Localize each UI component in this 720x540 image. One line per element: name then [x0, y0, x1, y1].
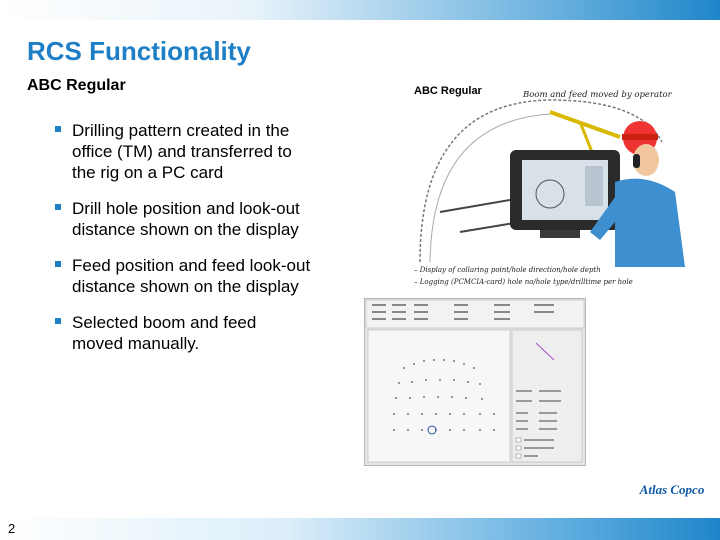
bullet-item	[52, 120, 312, 183]
bullet-item	[52, 255, 312, 297]
footer-gradient-bar	[0, 518, 720, 540]
bullet-text: Drilling pattern created in the office (TM) and transferred to the rig on a PC card	[72, 121, 292, 182]
bullet-item	[52, 198, 312, 240]
atlas-copco-logo	[633, 474, 711, 504]
slide-subtitle: ABC Regular	[27, 77, 126, 94]
bullet-item	[52, 312, 312, 354]
header-gradient-bar	[0, 0, 720, 20]
slide-title: RCS Functionality	[27, 36, 251, 66]
rig-display-screenshot	[364, 298, 586, 466]
bullet-text: Feed position and feed look-out distance shown on the display	[72, 256, 311, 296]
bullet-text: Selected boom and feed moved manually.	[72, 313, 257, 353]
illustration-heading: ABC Regular	[414, 85, 482, 97]
bullet-square-icon	[55, 318, 61, 324]
bullet-square-icon	[55, 261, 61, 267]
illustration-caption-line1: – Display of collaring point/hole direction/hole depth	[414, 266, 601, 274]
logo-text: Atlas Copco	[639, 482, 705, 497]
bullet-list	[52, 120, 312, 369]
bullet-text: Drill hole position and look-out distance shown on the display	[72, 199, 300, 239]
illustration-caption-line2: – Logging (PCMCIA-card) hole no/hole type/drilltime per hole	[414, 278, 633, 286]
bullet-square-icon	[55, 204, 61, 210]
operator-illustration	[400, 82, 700, 290]
illustration-caption-top: Boom and feed moved by operator	[523, 90, 672, 100]
page-number: 2	[8, 521, 16, 536]
bullet-square-icon	[55, 126, 61, 132]
